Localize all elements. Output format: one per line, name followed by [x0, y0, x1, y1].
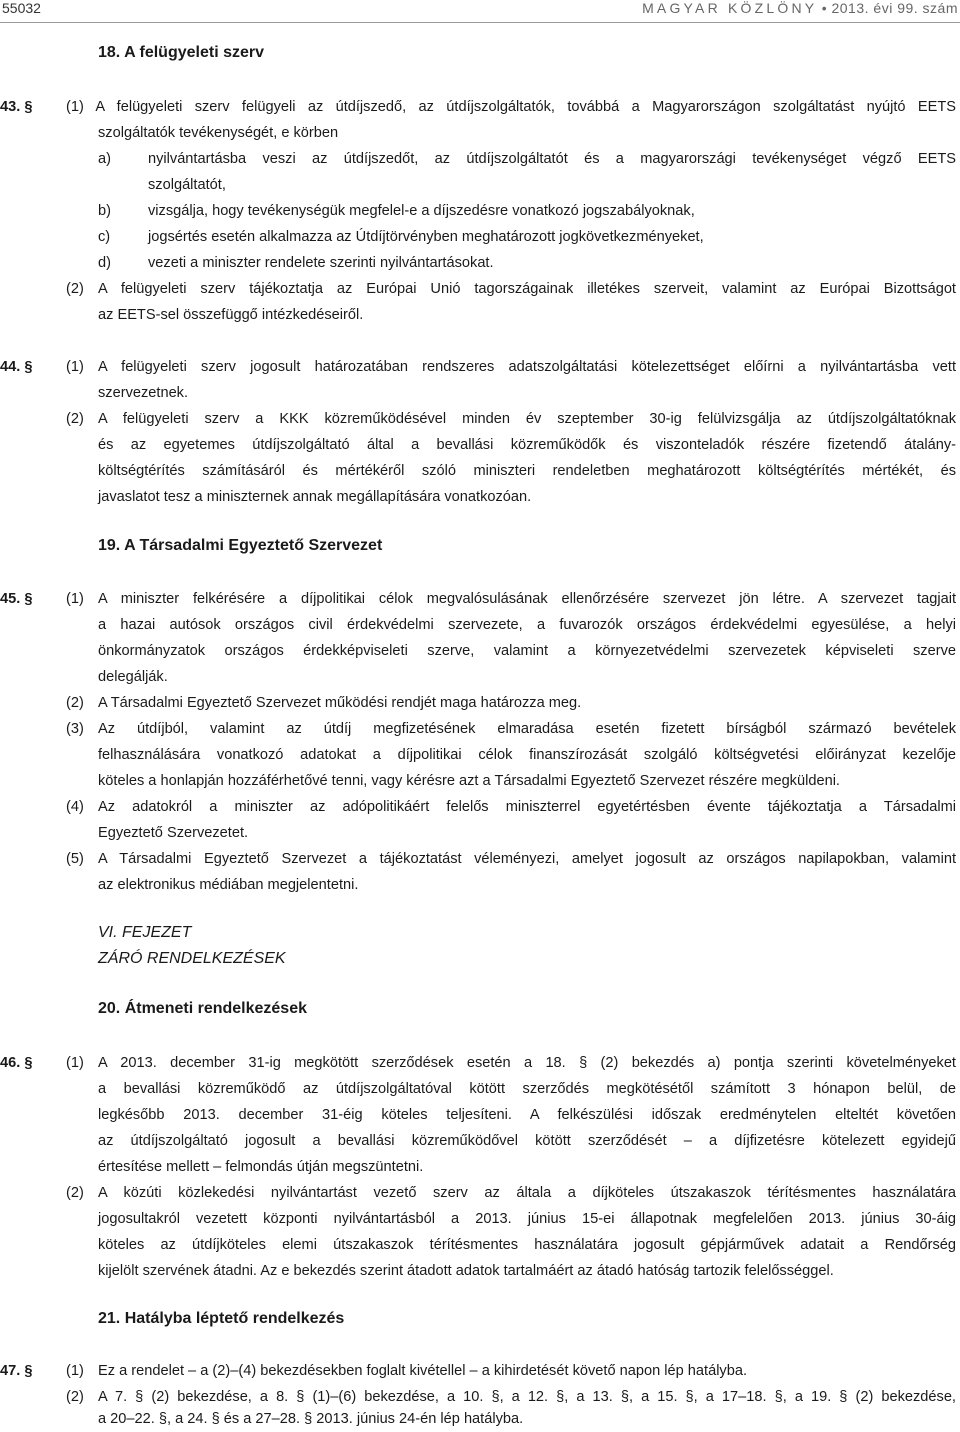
point-a-line: nyilvántartásba veszi az útdíjszedőt, az útdíjszolgáltatót és a magyarországi tevékenységet végző EETS	[148, 151, 956, 167]
paragraph-44-2-line: javaslatot tesz a miniszternek annak megállapítására vonatkozóan.	[98, 489, 532, 505]
paragraph-46-2-line: kijelölt szervének átadni. Az e bekezdés szerint átadott adatok tartalmáért az átadó hatóság tartozik felelősséggel.	[98, 1263, 834, 1279]
paragraph-43-1-line: (1) A felügyeleti szerv felügyeli az útdíjszedő, az útdíjszolgáltatók, továbbá a Magyarországon szolgáltatást nyújtó EETS	[66, 99, 956, 115]
paragraph-45-3-line: felhasználására vonatkozó adatokat a díjpolitikai célok finanszírozását szolgáló költségvetési előirányzat kezelője	[98, 747, 956, 763]
paragraph-45-1-line: A miniszter felkérésére a díjpolitikai célok megvalósulásának ellenőrzésére szervezet jön létre. A szervezet tagjait	[98, 591, 956, 607]
paragraph-43-2-line: az EETS-sel összefüggő intézkedéseiről.	[98, 307, 364, 323]
chapter-number: VI. FEJEZET	[98, 924, 192, 941]
point-c-line: jogsértés esetén alkalmazza az Útdíjtörvényben meghatározott jogkövetkezményeket,	[148, 229, 704, 245]
paragraph-43-1-line: szolgáltatók tevékenységét, e körben	[98, 125, 339, 141]
paragraph-44-1-line: szervezetnek.	[98, 385, 189, 401]
paragraph-number-46: 46. §	[0, 1055, 33, 1071]
paragraph-number-43: 43. §	[0, 99, 33, 115]
section-title-21: 21. Hatályba léptető rendelkezés	[98, 1310, 345, 1327]
subsection-label: (5)	[66, 851, 84, 867]
subsection-label: (2)	[66, 1185, 84, 1201]
page-number: 55032	[2, 0, 41, 16]
paragraph-45-2-line: A Társadalmi Egyeztető Szervezet működési rendjét maga határozza meg.	[98, 695, 582, 711]
paragraph-number-45: 45. §	[0, 591, 33, 607]
paragraph-46-2-line: jogosultakról vezetett központi nyilvántartásból a 2013. június 15-ei állapotnak megfelelően 2013. június 30-áig	[98, 1211, 956, 1227]
subsection-label: (3)	[66, 721, 84, 737]
paragraph-44-1-line: A felügyeleti szerv jogosult határozatában rendszeres adatszolgáltatási kötelezettséget előírni a nyilvántartásba vett	[98, 359, 956, 375]
point-d-line: vezeti a miniszter rendelete szerinti nyilvántartásokat.	[148, 255, 494, 271]
paragraph-46-2-line: A közúti közlekedési nyilvántartást vezető szerv az általa a díjköteles útszakaszok térítésmentes használatára	[98, 1185, 956, 1201]
point-label-d: d)	[98, 255, 111, 271]
subsection-label: (2)	[66, 695, 84, 711]
chapter-title: ZÁRÓ RENDELKEZÉSEK	[98, 950, 286, 967]
paragraph-number-44: 44. §	[0, 359, 33, 375]
paragraph-47-2-line: a 20–22. §, a 24. § és a 27–28. § 2013. június 24-én lép hatályba.	[98, 1411, 524, 1427]
subsection-label: (2)	[66, 281, 84, 297]
paragraph-46-1-line: a bevallási közreműködő az útdíjszolgáltatóval kötött szerződés megkötésétől számított 3 hónapon belül, de	[98, 1081, 956, 1097]
paragraph-47-1-line: Ez a rendelet – a (2)–(4) bekezdésekben foglalt kivétellel – a kihirdetését követő napon lép hatályba.	[98, 1363, 748, 1379]
section-title-19: 19. A Társadalmi Egyeztető Szervezet	[98, 537, 383, 554]
paragraph-45-1-line: a hazai autósok országos civil érdekvédelmi szervezete, a fuvarozók országos érdekvédelmi egyesülése, a helyi	[98, 617, 956, 633]
paragraph-number-47: 47. §	[0, 1363, 33, 1379]
header-bullet: •	[821, 0, 828, 16]
paragraph-46-1-line: A 2013. december 31-ig megkötött szerződések esetén a 18. § (2) bekezdés a) pontja szerinti követelményeket	[98, 1055, 956, 1071]
paragraph-44-2-line: és az egyetemes útdíjszolgáltató által a bevallási közreműködők és viszonteladók részére fizetendő átalány-	[98, 437, 956, 453]
point-label-b: b)	[98, 203, 111, 219]
point-label-a: a)	[98, 151, 111, 167]
subsection-label: (1)	[66, 591, 84, 607]
paragraph-44-2-line: költségtérítés számításáról és mértékéről szóló miniszteri rendeletben meghatározott költségtérítés mértékét, és	[98, 463, 956, 479]
paragraph-44-2-line: A felügyeleti szerv a KKK közreműködésével minden év szeptember 30-ig felülvizsgálja az útdíjszolgáltatóknak	[98, 411, 956, 427]
subsection-label: (4)	[66, 799, 84, 815]
point-b-line: vizsgálja, hogy tevékenységük megfelel-e a díjszedésre vonatkozó jogszabályoknak,	[148, 203, 695, 219]
journal-title: MAGYAR KÖZLÖNY	[642, 0, 818, 16]
paragraph-47-2-line: A 7. § (2) bekezdése, a 8. § (1)–(6) bekezdése, a 10. §, a 12. §, a 13. §, a 15. §, a 17–18. §, a 19. § (2) bekezdése,	[98, 1389, 956, 1405]
paragraph-45-3-line: Az útdíjból, valamint az útdíj megfizetésének elmaradása esetén fizetett bírságból származó bevételek	[98, 721, 956, 737]
subsection-label: (1)	[66, 1055, 84, 1071]
issue-number: 2013. évi 99. szám	[831, 0, 958, 16]
paragraph-45-5-line: az elektronikus médiában megjelentetni.	[98, 877, 359, 893]
journal-header	[642, 0, 958, 16]
subsection-label: (2)	[66, 411, 84, 427]
paragraph-45-4-line: Egyeztető Szervezetet.	[98, 825, 249, 841]
paragraph-45-1-line: delegálják.	[98, 669, 168, 685]
section-title-20: 20. Átmeneti rendelkezések	[98, 1000, 307, 1017]
section-title-18: 18. A felügyeleti szerv	[98, 44, 264, 61]
paragraph-45-3-line: köteles a honlapján hozzáférhetővé tenni, vagy kérésre azt a Társadalmi Egyeztető Szervezet részére megküldeni.	[98, 773, 840, 789]
paragraph-45-5-line: A Társadalmi Egyeztető Szervezet a tájékoztatást véleményezi, amelyet jogosult az országos napilapokban, valamint	[98, 851, 956, 867]
paragraph-45-1-line: önkormányzatok országos érdekképviseleti szerve, valamint a környezetvédelmi szervezetek képviseleti szerve	[98, 643, 956, 659]
point-label-c: c)	[98, 229, 111, 245]
paragraph-46-1-line: legkésőbb 2013. december 31-éig köteles teljesíteni. A felkészülési időszak eredménytelen elteltét követően	[98, 1107, 956, 1123]
paragraph-43-2-line: A felügyeleti szerv tájékoztatja az Európai Unió tagországainak illetékes szerveit, valamint az Európai Bizottságot	[98, 281, 956, 297]
header-divider	[0, 22, 960, 23]
paragraph-45-4-line: Az adatokról a miniszter az adópolitikáért felelős miniszterrel egyetértésben évente tájékoztatja a Társadalmi	[98, 799, 956, 815]
paragraph-46-2-line: köteles az útdíjköteles elemi útszakaszok térítésmentes használatára jogosult gépjárművek adatait a Rendőrség	[98, 1237, 956, 1253]
subsection-label: (2)	[66, 1389, 84, 1405]
subsection-label: (1)	[66, 359, 84, 375]
subsection-label: (1)	[66, 1363, 84, 1379]
paragraph-46-1-line: értesítése mellett – felmondás útján megszüntetni.	[98, 1159, 424, 1175]
point-a-line: szolgáltatót,	[148, 177, 226, 193]
paragraph-46-1-line: az útdíjszolgáltató jogosult a bevallási közreműködővel kötött szerződését – a díjfizetésre kötelezett egyidejű	[98, 1133, 956, 1149]
